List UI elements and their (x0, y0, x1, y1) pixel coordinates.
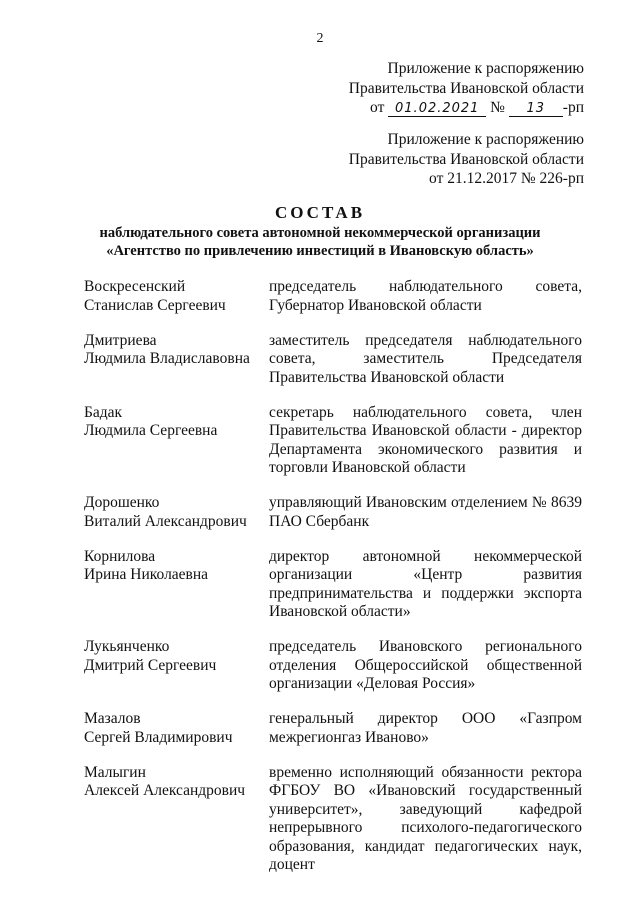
member-name (84, 710, 269, 747)
appendix-original-line1: Приложение к распоряжению (387, 131, 584, 148)
appendix-current-line2: Правительства Ивановской области (348, 79, 584, 97)
member-row (84, 764, 584, 875)
member-surname: Мазалов (84, 710, 141, 727)
member-role: директор автономной некоммерческой организации «Центр развития предпринимательства и поддержки экспорта Ивановской области» (269, 547, 582, 620)
member-surname: Дорошенко (84, 494, 160, 511)
number-label: № (490, 99, 505, 116)
handwritten-date: 01.02.2021 (395, 101, 480, 116)
appendix-current (349, 59, 584, 118)
member-given-names: Станислав Сергеевич (84, 296, 226, 314)
member-name (84, 278, 269, 315)
member-name (84, 548, 269, 622)
member-role: управляющий Ивановским отделением № 8639 ПАО Сбербанк (269, 494, 582, 530)
member-role: председатель Ивановского регионального отделения Общероссийской общественной организации «Деловая Россия» (269, 638, 582, 692)
member-surname: Малыгин (84, 763, 146, 781)
member-role: председатель наблюдательного совета, Губернатор Ивановской области (269, 278, 582, 314)
subtitle-line1: наблюдательного совета автономной некоммерческой организации (99, 225, 541, 241)
member-row (84, 278, 584, 315)
member-row (84, 404, 584, 478)
document-subtitle (0, 224, 640, 260)
member-given-names: Виталий Александрович (84, 512, 247, 530)
appendix-original-line3: от 21.12.2017 № 226-рп (429, 170, 584, 187)
member-role: заместитель председателя наблюдательного совета, заместитель Председателя Правительства Ивановской области (269, 331, 582, 386)
number-suffix: -рп (562, 99, 584, 116)
member-name (84, 404, 269, 478)
member-row (84, 332, 584, 388)
member-given-names: Людмила Сергеевна (84, 422, 218, 439)
member-given-names: Сергей Владимирович (84, 728, 233, 746)
member-role: секретарь наблюдательного совета, член Правительства Ивановской области - директор Департамента экономического развития и торговли Ивановской области (269, 403, 582, 476)
member-surname: Воскресенский (84, 278, 186, 295)
member-row (84, 638, 584, 694)
appendix-current-date-line (349, 98, 584, 118)
from-label: от (370, 99, 385, 116)
member-row (84, 710, 584, 747)
appendix-current-line1: Приложение к распоряжению (387, 60, 584, 77)
member-given-names: Дмитрий Сергеевич (84, 656, 217, 674)
member-name (84, 638, 269, 694)
handwritten-number: 13 (526, 101, 546, 116)
member-name (84, 764, 269, 875)
member-given-names: Алексей Александрович (84, 782, 246, 799)
member-role: временно исполняющий обязанности ректора ФГБОУ ВО «Ивановский государственный университет», заведующий кафедрой непрерывного психолого-педагогического образования, кандидат педагогических наук, доцент (269, 763, 582, 873)
subtitle-line2: «Агентство по привлечению инвестиций в Ивановскую область» (106, 243, 534, 259)
member-given-names: Людмила Владиславовна (84, 350, 250, 367)
member-given-names: Ирина Николаевна (84, 566, 209, 583)
appendix-original-line2: Правительства Ивановской области (348, 150, 584, 168)
member-row (84, 548, 584, 622)
member-surname: Дмитриева (84, 331, 157, 349)
member-row (84, 494, 584, 531)
member-surname: Бадак (84, 403, 123, 421)
page-number: 2 (316, 31, 324, 46)
member-role: генеральный директор ООО «Газпром межрегионгаз Иваново» (269, 710, 582, 746)
members-list (84, 278, 584, 891)
appendix-original (349, 130, 584, 189)
member-name (84, 494, 269, 531)
document-title: СОСТАВ (274, 203, 366, 222)
member-surname: Лукьянченко (84, 638, 170, 655)
member-surname: Корнилова (84, 547, 156, 565)
member-name (84, 332, 269, 388)
